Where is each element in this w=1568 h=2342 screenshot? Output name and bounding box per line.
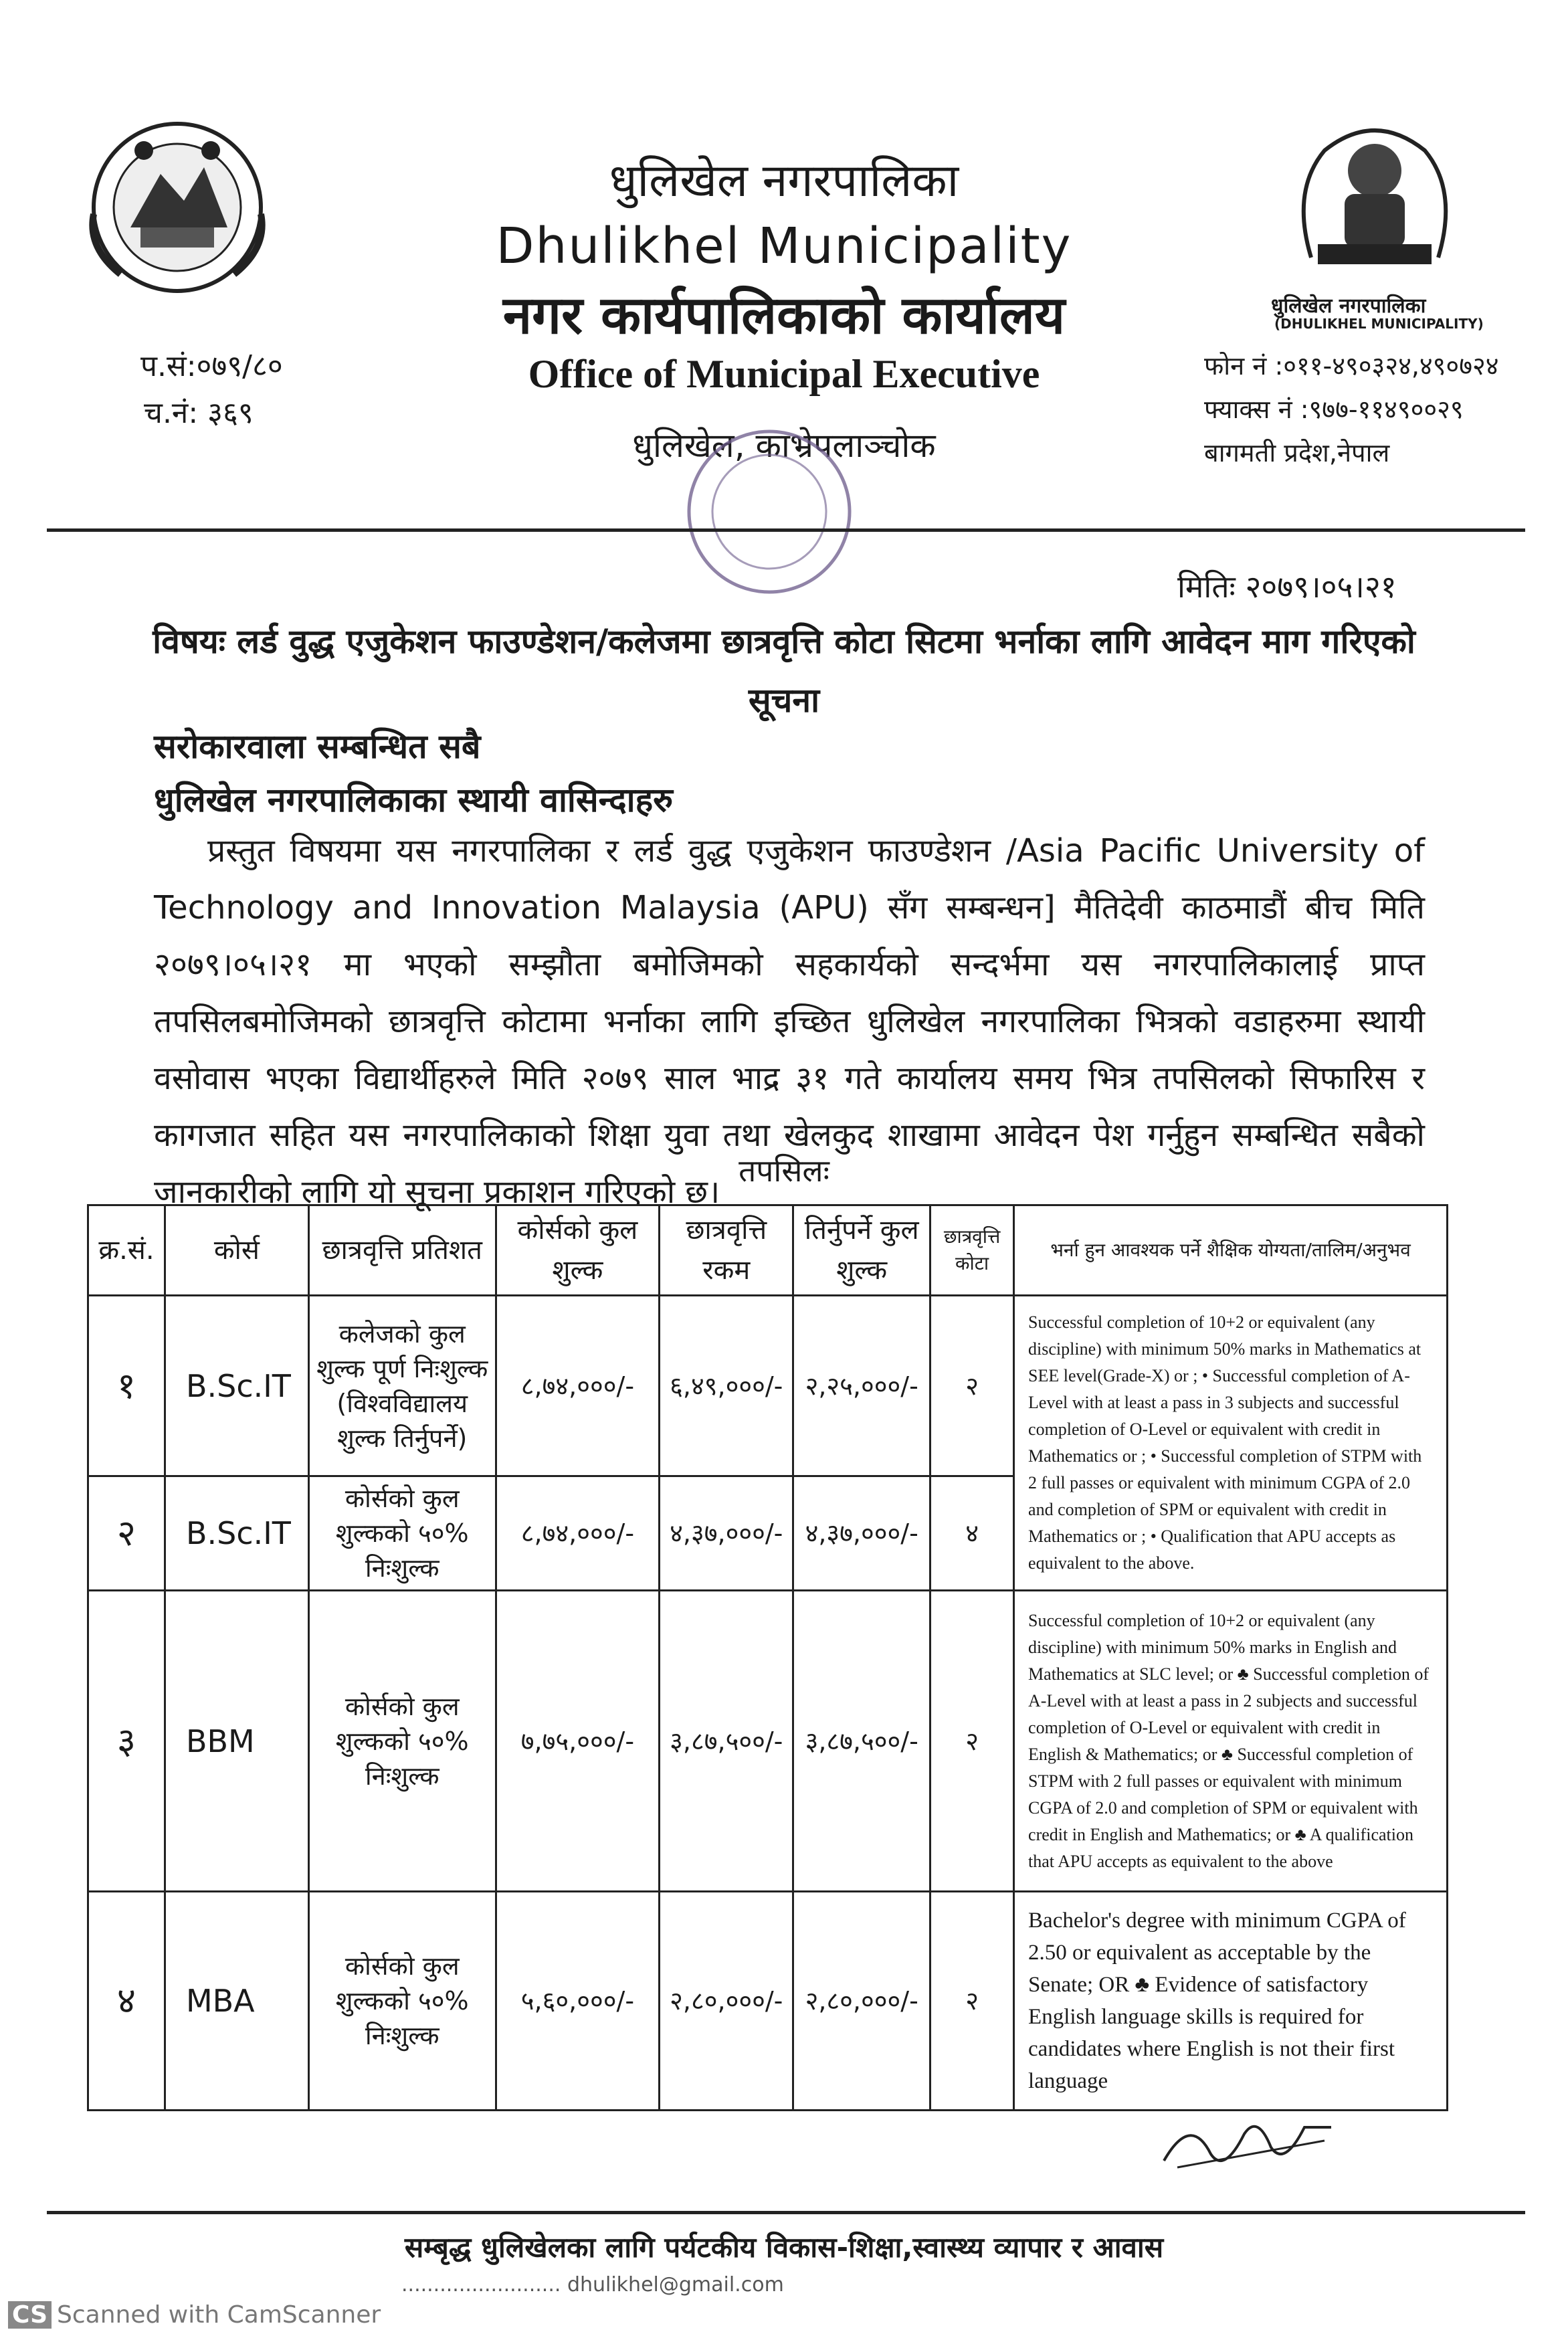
footer-divider bbox=[47, 2211, 1525, 2214]
footer-contact: ......................... dhulikhel@gmail.com bbox=[401, 2273, 784, 2297]
header-serial: क्र.सं. bbox=[88, 1205, 165, 1296]
camscanner-watermark bbox=[8, 2301, 381, 2329]
cell-quota: २ bbox=[930, 1591, 1014, 1892]
right-logo-caption-en: (DHULIKHEL MUNICIPALITY) bbox=[1274, 316, 1484, 332]
org-name-english: Dhulikhel Municipality bbox=[496, 217, 1072, 275]
cell-total-fee: ८,७४,०००/- bbox=[496, 1296, 660, 1476]
table-header-row bbox=[88, 1205, 1448, 1296]
cell-course: B.Sc.IT bbox=[165, 1476, 308, 1591]
addressee-line-2: धुलिखेल नगरपालिकाका स्थायी वासिन्दाहरु bbox=[154, 781, 674, 819]
table-row bbox=[88, 1296, 1448, 1476]
cell-scholarship: २,८०,०००/- bbox=[660, 1892, 793, 2111]
cell-quota: २ bbox=[930, 1296, 1014, 1476]
cell-scholarship: ३,८७,५००/- bbox=[660, 1591, 793, 1892]
header-course: कोर्स bbox=[165, 1205, 308, 1296]
cell-course: MBA bbox=[165, 1892, 308, 2111]
cell-percent: कोर्सको कुल शुल्कको ५०% निःशुल्क bbox=[308, 1476, 496, 1591]
header-scholarship-percent: छात्रवृत्ति प्रतिशत bbox=[308, 1205, 496, 1296]
cell-total-fee: ५,६०,०००/- bbox=[496, 1892, 660, 2111]
cell-percent: कलेजको कुल शुल्क पूर्ण निःशुल्क (विश्वविद्यालय शुल्क तिर्नुपर्ने) bbox=[308, 1296, 496, 1476]
cell-scholarship: ४,३७,०००/- bbox=[660, 1476, 793, 1591]
header-payable-fee: तिर्नुपर्ने कुल शुल्क bbox=[793, 1205, 930, 1296]
cell-eligibility-bscit: Successful completion of 10+2 or equivalent (any discipline) with minimum 50% marks in Mathematics at SEE level(Grade-X) or ; • Successful completion of A-Level with at least a pass in 3 subjects and successful completion of O-Level or equivalent with credit in Mathematics or ; • Successful completion of STPM with 2 full passes or equivalent with minimum CGPA of 2.0 and completion of SPM or equivalent with credit in Mathematics or ; • Qualification that APU accepts as equivalent to the above. bbox=[1014, 1296, 1448, 1591]
cell-total-fee: ७,७५,०००/- bbox=[496, 1591, 660, 1892]
header-divider bbox=[47, 528, 1525, 532]
table-row bbox=[88, 1591, 1448, 1892]
office-stamp bbox=[669, 415, 870, 609]
cell-quota: २ bbox=[930, 1892, 1014, 2111]
cell-serial: ४ bbox=[88, 1892, 165, 2111]
office-name-nepali: नगर कार्यपालिकाको कार्यालय bbox=[502, 286, 1066, 346]
table-row bbox=[88, 1892, 1448, 2111]
scholarship-table bbox=[87, 1204, 1448, 2111]
right-logo-caption-ne: धुलिखेल नगरपालिका bbox=[1271, 294, 1426, 318]
phone-number: फोन नं :०११-४९०३२४,४९०७२४ bbox=[1204, 351, 1499, 381]
camscanner-text: Scanned with CamScanner bbox=[57, 2301, 381, 2329]
cell-payable: ३,८७,५००/- bbox=[793, 1591, 930, 1892]
cell-percent: कोर्सको कुल शुल्कको ५०% निःशुल्क bbox=[308, 1892, 496, 2111]
header-total-fee: कोर्सको कुल शुल्क bbox=[496, 1205, 660, 1296]
handwritten-signature bbox=[1151, 2101, 1351, 2181]
dispatch-number: च.नं: ३६९ bbox=[144, 396, 254, 430]
footer-motto: सम्बृद्ध धुलिखेलका लागि पर्यटकीय विकास-शिक्षा,स्वास्थ्य व्यापार र आवास bbox=[404, 2231, 1164, 2264]
camscanner-badge: CS bbox=[8, 2301, 52, 2329]
location: धुलिखेल, काभ्रेपलाञ्चोक bbox=[632, 426, 936, 465]
header-scholarship-amount: छात्रवृत्ति रकम bbox=[660, 1205, 793, 1296]
cell-quota: ४ bbox=[930, 1476, 1014, 1591]
table-label: तपसिलः bbox=[739, 1153, 829, 1189]
cell-course: B.Sc.IT bbox=[165, 1296, 308, 1476]
cell-serial: २ bbox=[88, 1476, 165, 1591]
cell-eligibility-bbm: Successful completion of 10+2 or equivalent (any discipline) with minimum 50% marks in English and Mathematics at SLC level; or ♣ Successful completion of A-Level with at least a pass in 2 subjects and successful completion of O-Level or equivalent with credit in English & Mathematics; or ♣ Successful completion of STPM with 2 full passes or equivalent with minimum CGPA of 2.0 and completion of SPM or equivalent with credit in English and Mathematics; or ♣ A qualification that APU accepts as equivalent to the above bbox=[1014, 1591, 1448, 1892]
addressee-line-1: सरोकारवाला सम्बन्धित सबै bbox=[154, 727, 481, 766]
office-name-english: Office of Municipal Executive bbox=[528, 352, 1040, 396]
cell-payable: २,८०,०००/- bbox=[793, 1892, 930, 2111]
cell-payable: ४,३७,०००/- bbox=[793, 1476, 930, 1591]
header-eligibility: भर्ना हुन आवश्यक पर्ने शैक्षिक योग्यता/तालिम/अनुभव bbox=[1014, 1205, 1448, 1296]
cell-course: BBM bbox=[165, 1591, 308, 1892]
cell-total-fee: ८,७४,०००/- bbox=[496, 1476, 660, 1591]
cell-payable: २,२५,०००/- bbox=[793, 1296, 930, 1476]
cell-eligibility-mba: Bachelor's degree with minimum CGPA of 2.50 or equivalent as acceptable by the Senate; OR ♣ Evidence of satisfactory English language skills is required for candidates where English is not their first language bbox=[1014, 1892, 1448, 2111]
org-name-nepali: धुलिखेल नगरपालिका bbox=[609, 155, 959, 207]
cell-percent: कोर्सको कुल शुल्कको ५०% निःशुल्क bbox=[308, 1591, 496, 1892]
notice-subject: विषयः लर्ड वुद्ध एजुकेशन फाउण्डेशन/कलेजमा छात्रवृत्ति कोटा सिटमा भर्नाका लागि आवेदन माग गरिएको सूचना bbox=[153, 622, 1415, 720]
fax-number: फ्याक्स नं :९७७-११४९००२९ bbox=[1204, 395, 1464, 424]
notice-date: मितिः २०७९।०५।२१ bbox=[1177, 569, 1397, 605]
reference-number: प.सं:०७९/८० bbox=[140, 349, 283, 383]
cell-serial: ३ bbox=[88, 1591, 165, 1892]
notice-body-paragraph: प्रस्तुत विषयमा यस नगरपालिका र लर्ड वुद्ध एजुकेशन फाउण्डेशन /Asia Pacific University of Technology and Innovation Malaysia (APU) सँग सम्बन्धन] मैतिदेवी काठमाडौं बीच मिति २०७९।०५।२१ मा भएको सम्झौता बमोजिमको सहकार्यको सन्दर्भमा यस नगरपालिकालाई प्राप्त तपसिलबमोजिमको छात्रवृत्ति कोटामा भर्नाका लागि इच्छित धुलिखेल नगरपालिका भित्रको वडाहरुमा स्थायी वसोवास भएका विद्यार्थीहरुले मिति २०७९ साल भाद्र ३१ गते कार्यालय समय भित्र तपसिलको सिफारिस र कागजात सहित यस नगरपालिकाको शिक्षा युवा तथा खेलकुद शाखामा आवेदन पेश गर्नुहुन सम्बन्धित सबैको जानकारीको लागि यो सूचना प्रकाशन गरिएको छ। bbox=[154, 832, 1426, 1211]
province: बागमती प्रदेश,नेपाल bbox=[1204, 438, 1390, 468]
cell-serial: १ bbox=[88, 1296, 165, 1476]
cell-scholarship: ६,४९,०००/- bbox=[660, 1296, 793, 1476]
header-quota: छात्रवृत्ति कोटा bbox=[930, 1205, 1014, 1296]
